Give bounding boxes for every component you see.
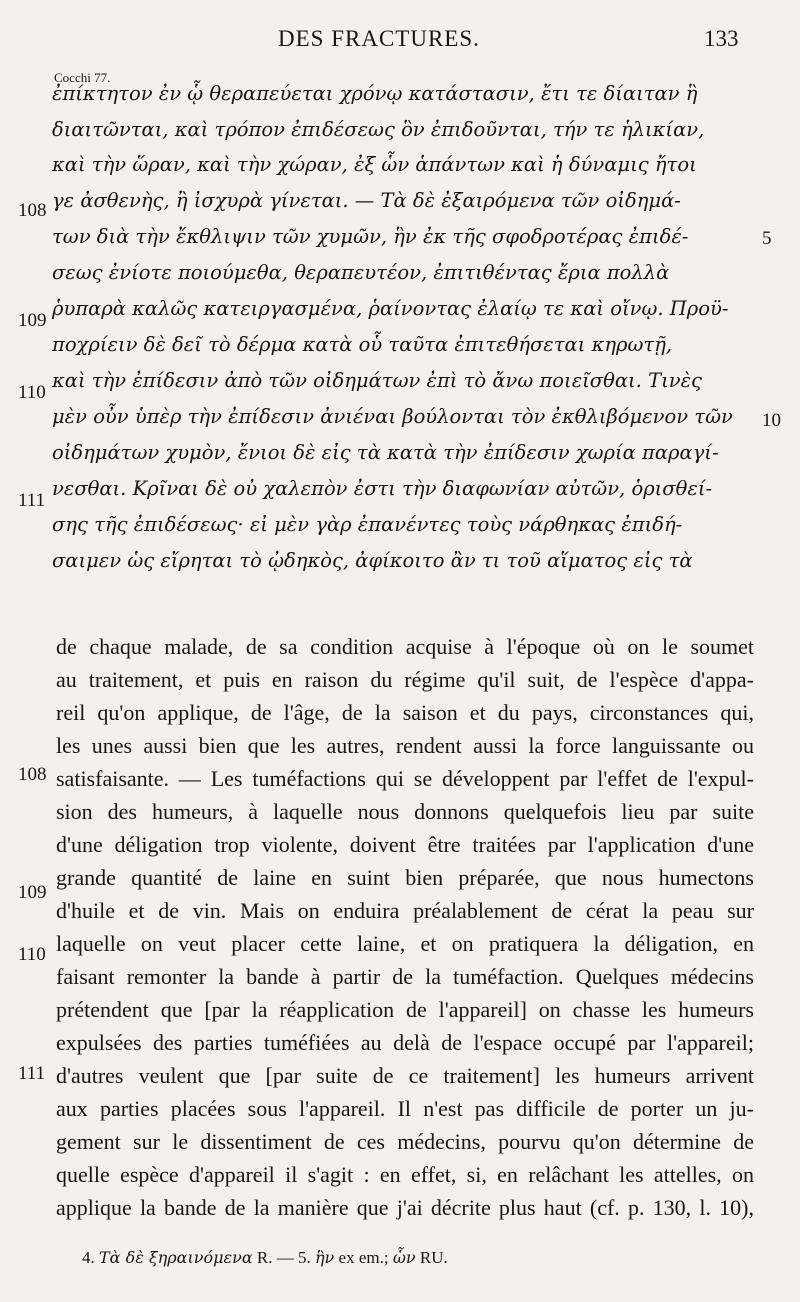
greek-margin-number: 111 [18,490,46,511]
french-line: applique la bande de la manière que j'ai décrite plus haut (cf. p. 130, l. 10), [56,1195,754,1220]
footnote-text: RU. [419,1248,448,1267]
french-line: au traitement, et puis en raison du régime qu'il suit, de l'espèce d'appa- [56,667,754,692]
french-line: de chaque malade, de sa condition acquise à l'époque où on le soumet [56,634,754,659]
french-line: prétendent que [par la réapplication de l'appareil] on chasse les humeurs [56,997,754,1022]
french-line: sion des humeurs, à laquelle nous donnons quelquefois lieu par suite [56,799,754,824]
french-line: grande quantité de laine en suint bien préparée, que nous humectons [56,865,754,890]
greek-line-number: 10 [762,410,781,431]
running-title: DES FRACTURES. [278,26,480,51]
french-line: quelle espèce d'appareil il s'agit : en effet, si, en relâchant les attelles, on [56,1162,754,1187]
greek-line: σαιμεν ὡς εἴρηται τὸ ᾠδηκὸς, ἀφίκοιτο ἂν τι τοῦ αἵματος εἰς τὰ [52,549,693,572]
greek-line: καὶ τὴν ἐπίδεσιν ἀπὸ τῶν οἰδημάτων ἐπὶ τὸ ἄνω ποιεῖσθαι. Τινὲς [52,369,702,392]
french-line: faisant remonter la bande à partir de la tuméfaction. Quelques médecins [56,964,754,989]
greek-line: νεσθαι. Κρῖναι δὲ οὐ χαλεπὸν ἐστι τὴν διαφωνίαν αὐτῶν, ὁρισθεί- [52,477,713,500]
greek-margin-number: 109 [18,310,47,331]
french-margin-number: 111 [18,1063,46,1084]
greek-line: σεως ἐνίοτε ποιούμεθα, θεραπευτέον, ἐπιτιθέντας ἔρια πολλὰ [52,261,670,284]
french-line: d'une déligation trop violente, doivent être traitées par l'application d'une [56,832,754,857]
greek-line: οἰδημάτων χυμὸν, ἔνιοι δὲ εἰς τὰ κατὰ τὴν ἐπίδεσιν χωρία παραγί- [52,441,719,464]
greek-line: σης τῆς ἐπιδέσεως· εἰ μὲν γὰρ ἐπανέντες τοὺς νάρθηκας ἐπιδή- [52,513,683,536]
greek-line: ἐπίκτητον ἐν ᾧ θεραπεύεται χρόνῳ κατάστασιν, ἔτι τε δίαιταν ἣ [52,82,698,105]
footnote [82,1248,448,1268]
french-margin-number: 110 [18,944,46,965]
greek-line: γε ἀσθενὴς, ἢ ἰσχυρὰ γίνεται. — Τὰ δὲ ἐξαιρόμενα τῶν οἰδημά- [52,189,681,212]
french-margin-number: 109 [18,882,47,903]
greek-line: των διὰ τὴν ἔκθλιψιν τῶν χυμῶν, ἣν ἐκ τῆς σφοδροτέρας ἐπιδέ- [52,225,689,248]
greek-line: μὲν οὖν ὑπὲρ τὴν ἐπίδεσιν ἀνιέναι βούλονται τὸν ἐκθλιβόμενον τῶν [52,405,733,428]
footnote-text: ex em.; [338,1248,389,1267]
greek-margin-number: 110 [18,382,46,403]
french-margin-number: 108 [18,764,47,785]
french-line: d'huile et de vin. Mais on enduira préalablement de cérat la peau sur [56,898,754,923]
greek-line-number: 5 [762,228,772,249]
page-number: 133 [704,26,739,51]
french-line: reil qu'on applique, de l'âge, de la saison et du pays, circonstances qui, [56,700,754,725]
page-header [0,26,800,56]
french-line: satisfaisante. — Les tuméfactions qui se développent par l'effet de l'expul- [56,766,754,791]
footnote-prefix: 4. [82,1248,95,1267]
greek-line: ποχρίειν δὲ δεῖ τὸ δέρμα κατὰ οὗ ταῦτα ἐπιτεθήσεται κηρωτῇ, [52,333,673,356]
footnote-greek: Τὰ δὲ ξηραινόμενα [99,1248,253,1267]
footnote-greek: ὧν [392,1248,416,1267]
footnote-greek: ἣν [314,1248,335,1267]
french-line: les unes aussi bien que les autres, rendent aussi la force languissante ou [56,733,754,758]
greek-line: ῥυπαρὰ καλῶς κατειργασμένα, ῥαίνοντας ἐλαίῳ τε καὶ οἴνῳ. Προϋ- [52,297,729,320]
greek-margin-number: 108 [18,200,47,221]
french-line: laquelle on veut placer cette laine, et on pratiquera la déligation, en [56,931,754,956]
french-line: expulsées des parties tuméfiées au delà de l'espace occupé par l'appareil; [56,1030,754,1055]
cocchi-reference: Cocchi 77. [54,70,111,85]
french-line: gement sur le dissentiment de ces médecins, pourvu qu'on détermine de [56,1129,754,1154]
french-line: aux parties placées sous l'appareil. Il n'est pas difficile de porter un ju- [56,1096,754,1121]
greek-line: καὶ τὴν ὥραν, καὶ τὴν χώραν, ἐξ ὧν ἁπάντων καὶ ἡ δύναμις ἤτοι [52,153,697,176]
greek-line: διαιτῶνται, καὶ τρόπον ἐπιδέσεως ὃν ἐπιδοῦνται, τήν τε ἡλικίαν, [52,118,705,141]
french-line: d'autres veulent que [par suite de ce traitement] les humeurs arrivent [56,1063,754,1088]
footnote-text: R. — 5. [256,1248,311,1267]
